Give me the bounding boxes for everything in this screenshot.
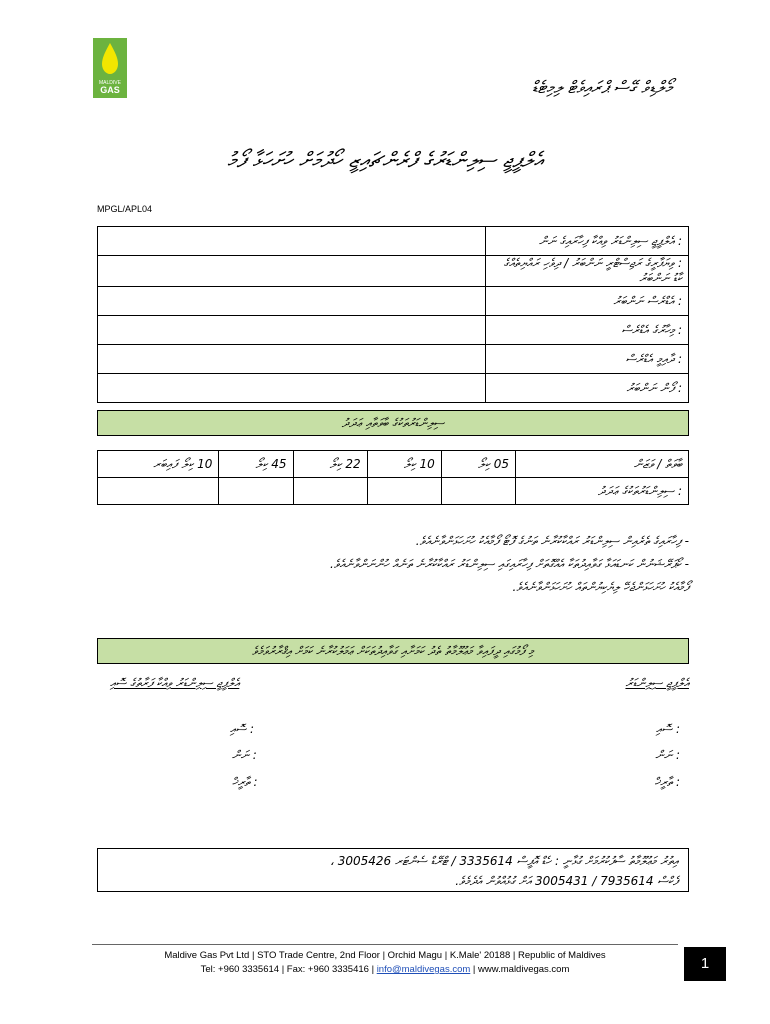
agreement-section-title: މި ފޯމުގައި ދީފައިވާ މަޢުލޫމާތު ތެދު ކަމަށާއި ގަވާއިދުތަކަށް ޢަމަލުކުރާނެ ކަމަށް އިޤްރާރުވަމެވެ xyxy=(97,638,689,664)
applicant-date-line[interactable]: : ތާރީޚް xyxy=(232,775,258,789)
field-value[interactable] xyxy=(98,256,486,287)
applicant-info-table xyxy=(97,226,689,403)
footer-contact xyxy=(92,963,678,977)
size-header: 45 ކިލޯ xyxy=(219,451,293,478)
table-row xyxy=(98,374,689,403)
notes-section xyxy=(97,530,689,599)
table-row xyxy=(98,451,689,478)
quantity-label: : ސިލިންޑަރުތަކުގެ ޢަދަދު xyxy=(516,478,689,505)
field-label: : އެލްޕީޖީ ސިލިންޑަރު ވިއްކާ ފިހާރައިގެ ނަން xyxy=(486,227,689,256)
company-name-line[interactable]: : ނަން xyxy=(655,748,680,762)
logo-text-bottom: GAS xyxy=(100,85,120,95)
company-logo xyxy=(93,38,127,98)
field-label: : އެޑްރެސް ނަންބަރު xyxy=(486,287,689,316)
note-line: - ކޯޕަރޭޝަނުން ކަނޑައަޅާ ގަވާއިދުތަކާ އެއްގޮތަށް ފިހާރައިގައި ސިލިންޑަރު ރައްކާކުރާނެ ތަނެއް ހުންނަންވާނެއެވެ. xyxy=(330,557,689,571)
footer-website: | www.maldivegas.com xyxy=(470,964,570,975)
applicant-signature-heading: އެލްޕީޖީ ސިލިންޑަރު ވިއްކާ ފަރާތުގެ ސޮއި xyxy=(110,676,240,690)
field-value[interactable] xyxy=(98,316,486,345)
size-header: 22 ކިލޯ xyxy=(293,451,367,478)
logo-text-top: MALDIVE xyxy=(99,80,121,86)
footer-phone-fax: Tel: +960 3335614 | Fax: +960 3335416 | xyxy=(200,964,377,975)
field-value[interactable] xyxy=(98,374,486,403)
field-label: : ދާއިމީ އެޑްރެސް xyxy=(486,345,689,374)
company-date-line[interactable]: : ތާރީޚް xyxy=(654,775,680,789)
note-line: ފޯމާއެކު ހުށަހަޅަންޖެހޭ ލިޔެކިޔުންތައް ހުށަހަޅަންވާނެއެވެ. xyxy=(512,580,689,594)
footer-divider xyxy=(92,944,678,945)
applicant-signature-line[interactable]: : ސޮއި xyxy=(230,722,255,736)
quantity-cell[interactable] xyxy=(293,478,367,505)
note-line: - ފިހާރައިގެ ތެރެއިން ސިލިންޑަރު ރައްކާކުރާނެ ތަނުގެ ފޮޓޯ ފޯމާއެކު ހުށަހަޅަންވާނެއެވެ. xyxy=(415,534,689,548)
table-row xyxy=(98,316,689,345)
footer xyxy=(92,949,678,977)
table-row xyxy=(98,256,689,287)
type-header: ބާވަތް / ވަޒަން xyxy=(516,451,689,478)
size-header: 10 ކިލޯ xyxy=(367,451,441,478)
quantity-cell[interactable] xyxy=(441,478,515,505)
footer-address: Maldive Gas Pvt Ltd | STO Trade Centre, 2nd Floor | Orchid Magu | K.Male' 20188 | Republic of Maldives xyxy=(164,950,606,961)
cylinder-section-title: ސިލިންޑަރުތަކުގެ ބާވަތާއި ޢަދަދު xyxy=(97,410,689,436)
table-row xyxy=(98,345,689,374)
field-value[interactable] xyxy=(98,227,486,256)
field-label: : ވިޔަފާރީގެ ރަޖިސްޓްރީ ނަންބަރު / ދިވެހި ރައްޔިތެއްގެ ކާޑު ނަންބަރު xyxy=(486,256,689,287)
applicant-name-line[interactable]: : ނަން xyxy=(232,748,257,762)
contact-info-box xyxy=(97,848,689,892)
page-number: 1 xyxy=(684,947,726,981)
table-row xyxy=(98,478,689,505)
field-value[interactable] xyxy=(98,287,486,316)
company-signature-heading: އެލްޕީޖީ ސިލިންޑަރު xyxy=(625,676,689,690)
cylinder-table xyxy=(97,450,689,505)
company-signature-line[interactable]: : ސޮއި xyxy=(655,722,680,736)
field-value[interactable] xyxy=(98,345,486,374)
quantity-cell[interactable] xyxy=(98,478,219,505)
size-header: 05 ކިލޯ xyxy=(441,451,515,478)
contact-line: އިތުރު މަޢުލޫމާތު ސާފުކުރުމަށް ގުޅާނީ : ހެޑް އޮފީސް 3335614 / ޓްރޭޑް ސެންޓަރ 3005426 ، xyxy=(330,854,678,868)
contact-line: ފެކްސް 7935614 / 3005431 އަށް ގުޅުއްވުން އެދެމެވެ. xyxy=(455,874,678,888)
quantity-cell[interactable] xyxy=(219,478,293,505)
table-row xyxy=(98,287,689,316)
document-title: އެލްޕީޖީ ސިލިންޑަރުގެ ފްރެންޗައިޒީ ހޯދުމަށް ހުށަހަޅާ ފޯމު xyxy=(227,148,543,172)
field-label: : ފޯން ނަންބަރު xyxy=(486,374,689,403)
table-row xyxy=(98,227,689,256)
quantity-cell[interactable] xyxy=(367,478,441,505)
field-label: : މިހާރުގެ އެޑްރެސް xyxy=(486,316,689,345)
organization-name: މޯލްޑިވް ގޭސް ޕްރައިވެޓް ލިމިޓެޑް xyxy=(531,78,672,98)
size-header: 10 ކިލޯ ފައިބަރ xyxy=(98,451,219,478)
email-link[interactable]: info@maldivegas.com xyxy=(376,964,471,975)
form-code: MPGL/APL04 xyxy=(97,204,153,214)
